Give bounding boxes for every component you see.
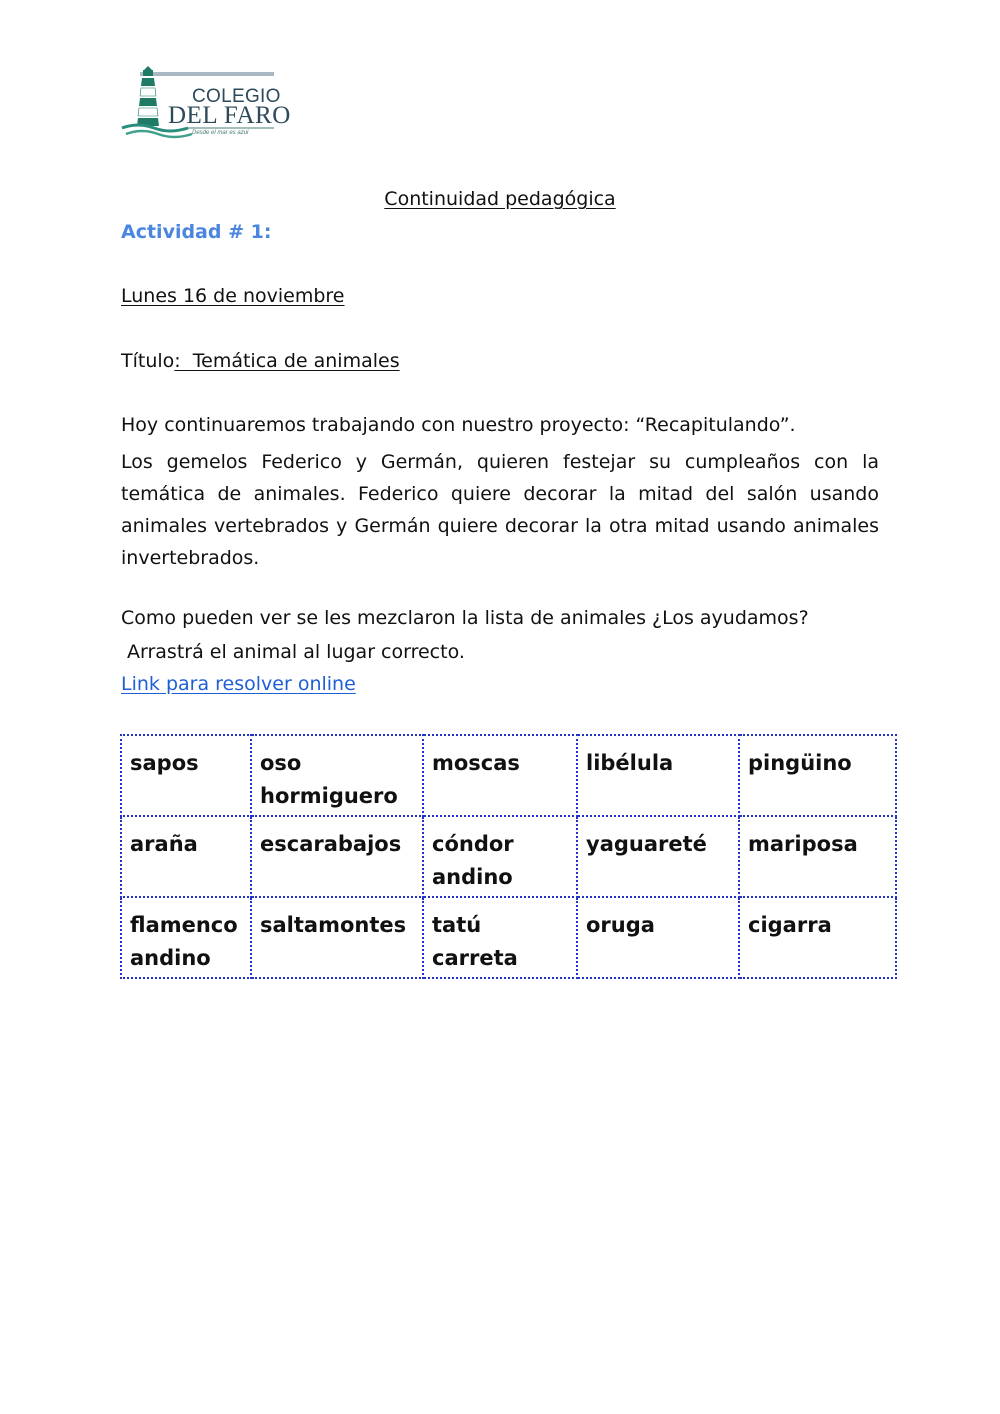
animal-cell[interactable]: tatú carreta	[423, 897, 577, 978]
logo-text-del-faro: DEL FARO	[168, 102, 291, 129]
online-link[interactable]: Link para resolver online	[121, 673, 356, 695]
table-row	[121, 816, 896, 897]
animal-cell[interactable]: oso hormiguero	[251, 735, 423, 816]
instruction-text: Arrastrá el animal al lugar correcto.	[127, 641, 465, 663]
school-logo	[118, 60, 294, 144]
animal-cell[interactable]: araña	[121, 816, 251, 897]
animal-cell[interactable]: yaguareté	[577, 816, 739, 897]
animal-cell[interactable]: pingüino	[739, 735, 896, 816]
title-value: : Temática de animales	[174, 350, 400, 372]
animal-cell[interactable]: oruga	[577, 897, 739, 978]
table-row	[121, 897, 896, 978]
animal-cell[interactable]: saltamontes	[251, 897, 423, 978]
document-title: Continuidad pedagógica	[384, 188, 616, 210]
logo-text-colegio: COLEGIO	[192, 86, 281, 107]
animal-cell[interactable]: flamenco andino	[121, 897, 251, 978]
animal-cell[interactable]: libélula	[577, 735, 739, 816]
intro-text: Hoy continuaremos trabajando con nuestro proyecto: “Recapitulando”.	[121, 414, 796, 436]
table-row	[121, 735, 896, 816]
logo-tagline: Desde el mar es azul	[192, 130, 249, 136]
animal-cell[interactable]: sapos	[121, 735, 251, 816]
question-text: Como pueden ver se les mezclaron la lista de animales ¿Los ayudamos?	[121, 607, 809, 629]
animal-cell[interactable]: mariposa	[739, 816, 896, 897]
animal-cell[interactable]: cigarra	[739, 897, 896, 978]
title-label: Título	[121, 350, 175, 372]
activity-heading: Actividad # 1:	[121, 221, 272, 243]
title-line	[121, 350, 400, 372]
animals-table	[120, 734, 897, 979]
animal-cell[interactable]: cóndor andino	[423, 816, 577, 897]
date-line: Lunes 16 de noviembre	[121, 285, 345, 307]
story-paragraph: Los gemelos Federico y Germán, quieren festejar su cumpleaños con la temática de animales. Federico quiere decorar la mitad del salón usando animales vertebrados y Germán quiere decorar la otra mitad usando animales invertebrados.	[121, 451, 879, 569]
animal-cell[interactable]: escarabajos	[251, 816, 423, 897]
animal-cell[interactable]: moscas	[423, 735, 577, 816]
